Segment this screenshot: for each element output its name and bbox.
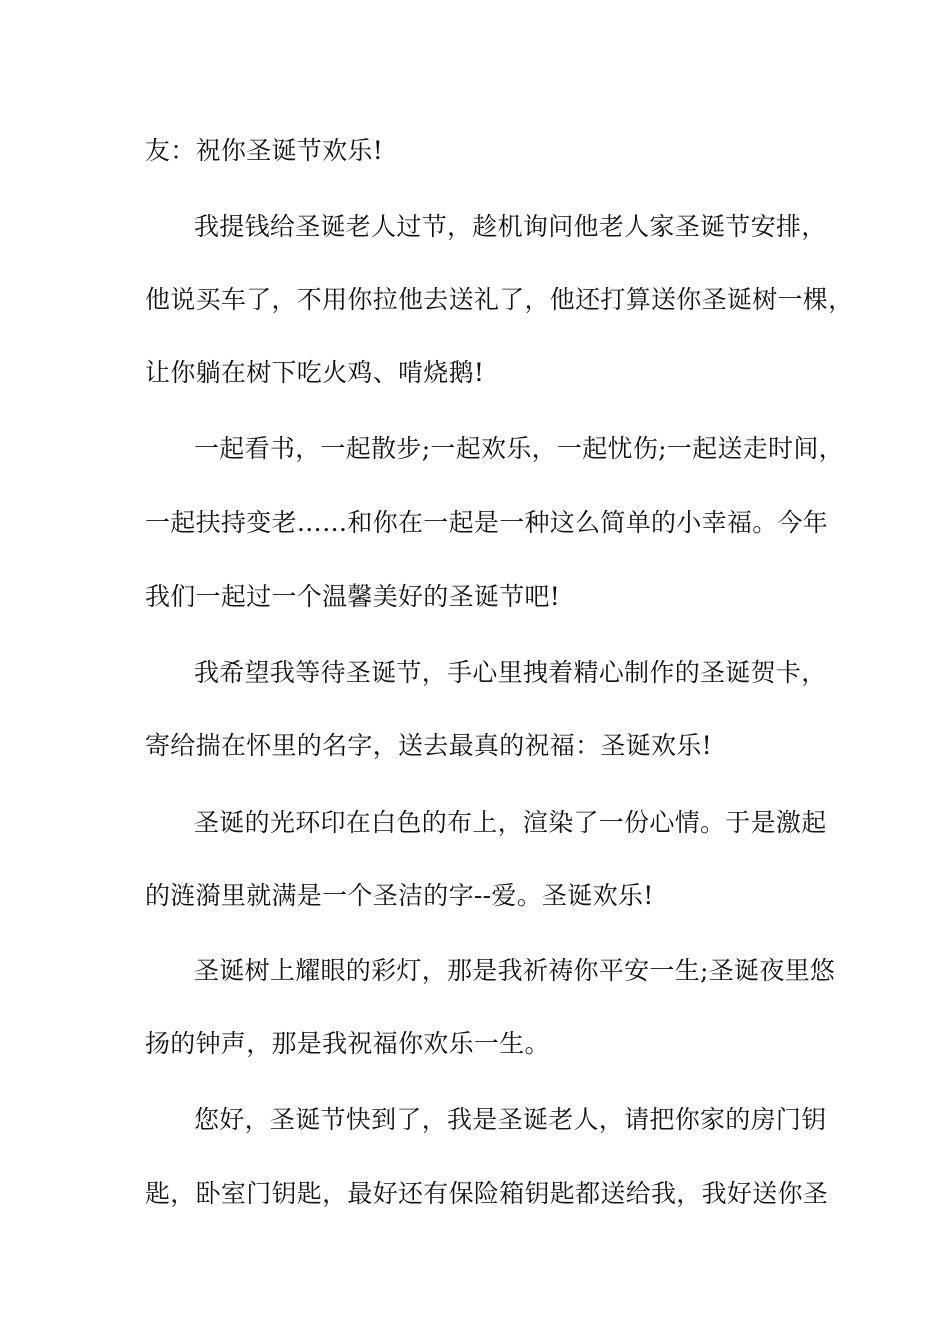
text-line: 让你躺在树下吃火鸡、啃烧鹅! [145, 358, 485, 387]
text-line: 他说买车了，不用你拉他去送礼了，他还打算送你圣诞树一棵， [145, 285, 854, 314]
paragraph-first-line: 圣诞树上耀眼的彩灯，那是我祈祷你平安一生;圣诞夜里悠 [194, 956, 836, 985]
text-line: 匙，卧室门钥匙，最好还有保险箱钥匙都送给我，我好送你圣 [145, 1179, 829, 1208]
paragraph-first-line: 我希望我等待圣诞节，手心里拽着精心制作的圣诞贺卡， [194, 658, 827, 687]
text-line: 友：祝你圣诞节欢乐! [145, 136, 384, 165]
text-line: 我们一起过一个温馨美好的圣诞节吧! [145, 582, 561, 611]
text-line: 寄给揣在怀里的名字，送去最真的祝福：圣诞欢乐! [145, 731, 712, 760]
paragraph-first-line: 圣诞的光环印在白色的布上，渲染了一份心情。于是激起 [194, 808, 827, 837]
paragraph-first-line: 一起看书，一起散步;一起欢乐，一起忧伤;一起送走时间， [194, 434, 844, 463]
text-line: 扬的钟声，那是我祝福你欢乐一生。 [145, 1029, 550, 1058]
paragraph-first-line: 您好，圣诞节快到了，我是圣诞老人，请把你家的房门钥 [194, 1105, 827, 1134]
text-line: 一起扶持变老……和你在一起是一种这么简单的小幸福。今年 [145, 508, 829, 537]
text-line: 的涟漪里就满是一个圣洁的字--爱。圣诞欢乐! [145, 881, 654, 910]
paragraph-first-line: 我提钱给圣诞老人过节，趁机询问他老人家圣诞节安排， [194, 212, 827, 241]
